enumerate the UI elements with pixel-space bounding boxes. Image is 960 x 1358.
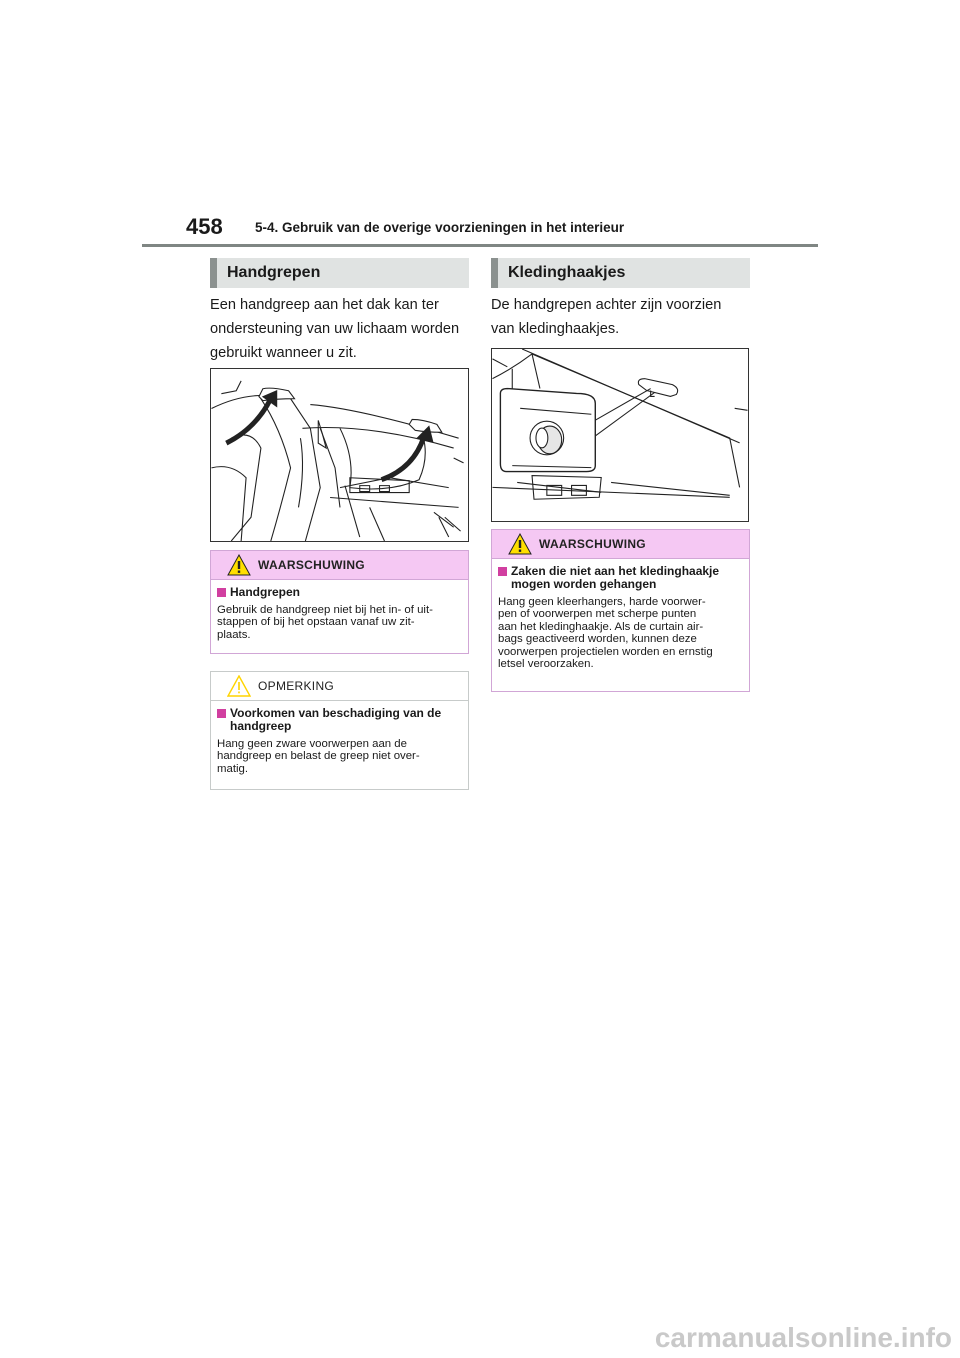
section-title: 5-4. Gebruik van de overige voorzieningen in het interieur xyxy=(255,220,625,235)
warning-subheading: Handgrepen xyxy=(217,586,462,599)
caution-header xyxy=(211,672,468,701)
caution-text: Hang geen zware voorwerpen aan de handgreep en belast de greep niet over- matig. xyxy=(217,738,420,775)
grab-handle-illustration xyxy=(210,368,469,542)
header-rule xyxy=(142,244,818,247)
kledinghaakjes-warning-box xyxy=(491,529,750,692)
handgrepen-warning-box xyxy=(210,550,469,654)
right-column xyxy=(491,258,750,341)
kledinghaakjes-intro: De handgrepen achter zijn voorzien van kledinghaakjes. xyxy=(491,297,722,337)
handgrepen-intro: Een handgreep aan het dak kan ter ondersteuning van uw lichaam worden gebruikt wanneer u zit. xyxy=(210,297,460,361)
bullet-square-icon xyxy=(498,567,507,576)
caution-triangle-icon xyxy=(227,675,251,697)
warning-header xyxy=(211,551,468,580)
caution-subheading: Voorkomen van beschadiging van de handgreep xyxy=(217,707,462,733)
warning-header xyxy=(492,530,749,559)
warning-triangle-icon xyxy=(227,554,251,576)
warning-label: WAARSCHUWING xyxy=(539,537,646,551)
coat-hook-illustration xyxy=(491,348,749,522)
bullet-square-icon xyxy=(217,588,226,597)
warning-label: WAARSCHUWING xyxy=(258,558,365,572)
warning-text: Gebruik de handgreep niet bij het in- of uit- stappen of bij het opstaan vanaf uw zit- plaats. xyxy=(217,604,433,641)
left-column xyxy=(210,258,469,365)
page-number: 458 xyxy=(186,214,223,239)
handgrepen-caution-box xyxy=(210,671,469,790)
kledinghaakjes-heading: Kledinghaakjes xyxy=(491,258,750,288)
warning-subheading: Zaken die niet aan het kledinghaakje mogen worden gehangen xyxy=(498,565,743,591)
handgrepen-heading: Handgrepen xyxy=(210,258,469,288)
bullet-square-icon xyxy=(217,709,226,718)
watermark[interactable]: carmanualsonline.info xyxy=(654,1322,952,1353)
caution-label: OPMERKING xyxy=(258,679,335,693)
warning-text: Hang geen kleerhangers, harde voorwer- pen of voorwerpen met scherpe punten aan het kledinghaakje. Als de curtain air- bags geactiveerd worden, kunnen deze voorwerpen projectielen worden en ernstig letsel veroorzaken. xyxy=(498,596,713,671)
warning-triangle-icon xyxy=(508,533,532,555)
